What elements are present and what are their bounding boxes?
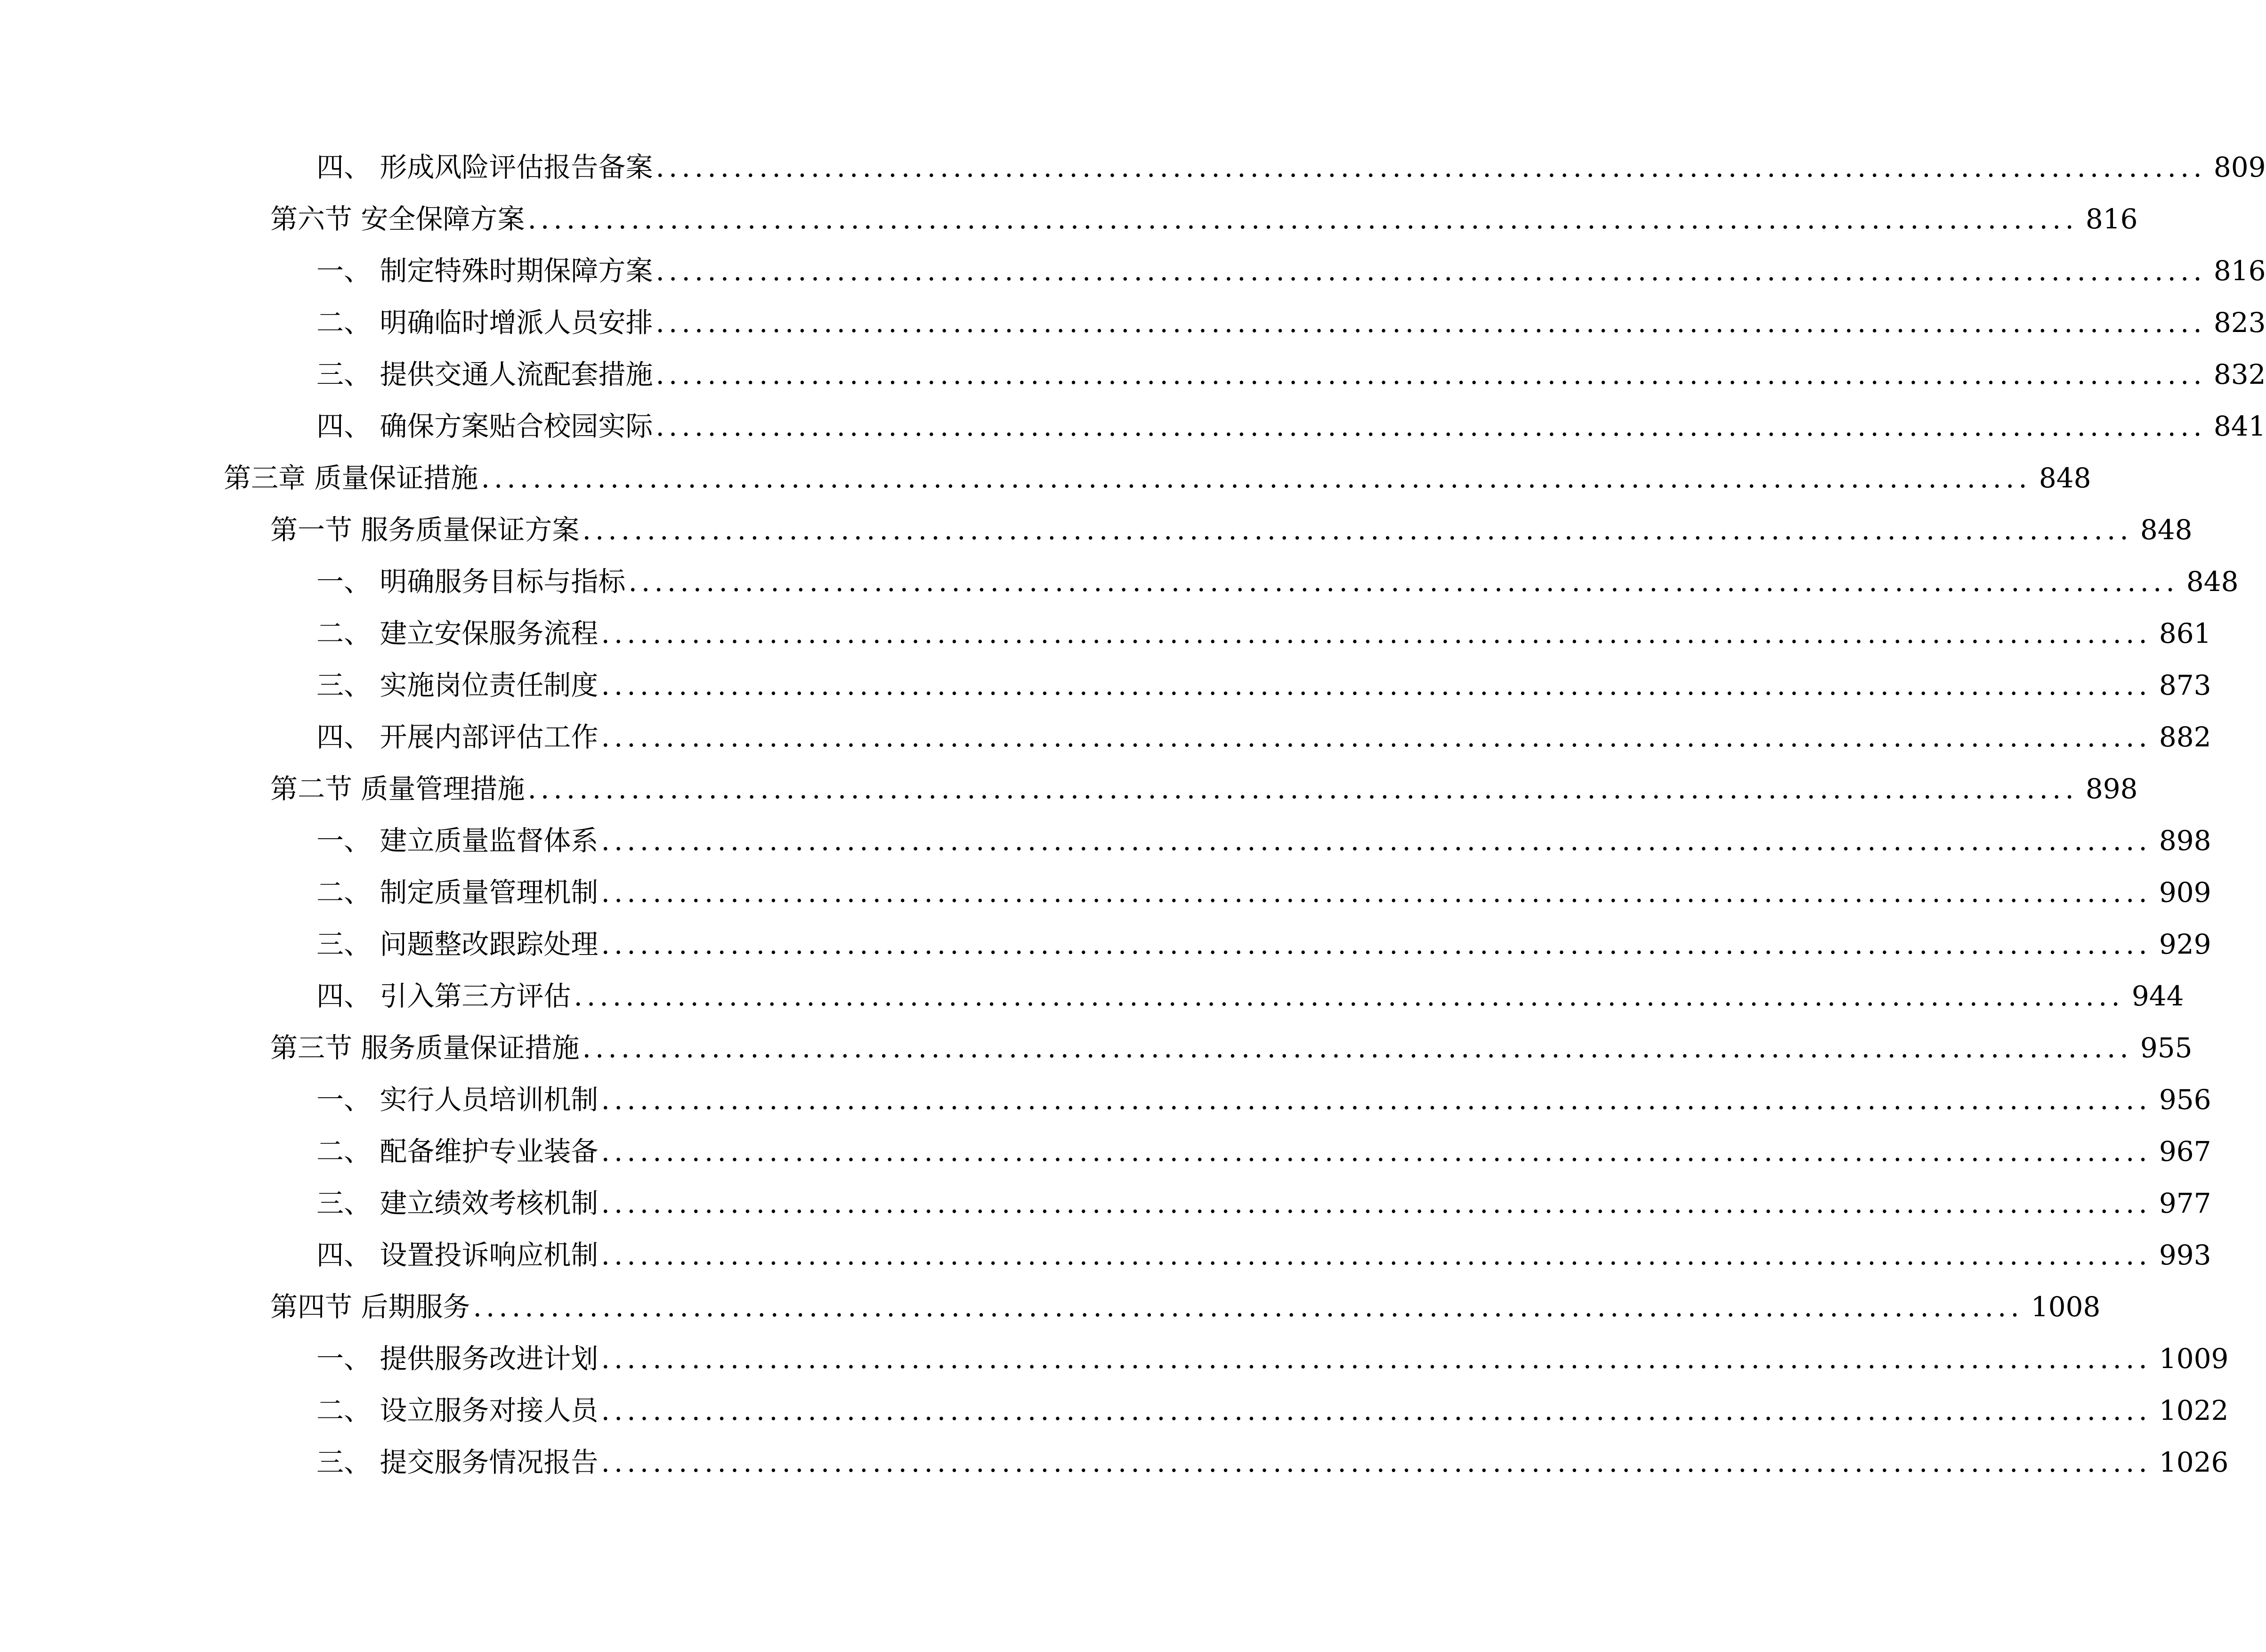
dot-leader: ........................................................................................................................ (601, 1084, 2152, 1116)
toc-entry[interactable] (224, 504, 2193, 556)
toc-entry-title: 第四节 后期服务 (270, 1291, 470, 1323)
toc-entry-page: 848 (2039, 462, 2091, 494)
toc-entry[interactable] (224, 1126, 2211, 1177)
toc-entry-page: 977 (2159, 1187, 2211, 1219)
toc-entry-title: 第六节 安全保障方案 (270, 203, 525, 235)
dot-leader: ........................................................................................................................ (656, 255, 2206, 287)
toc-entry-page: 909 (2159, 876, 2211, 908)
toc-entry-page: 898 (2085, 773, 2138, 805)
dot-leader: ........................................................................................................................ (601, 1135, 2152, 1167)
table-of-contents (224, 141, 2266, 1488)
toc-entry[interactable] (224, 1436, 2229, 1488)
toc-entry-page: 1022 (2159, 1394, 2229, 1426)
toc-entry-page: 832 (2213, 358, 2266, 390)
dot-leader: ........................................................................................................................ (601, 928, 2152, 960)
toc-entry-page: 861 (2159, 617, 2211, 649)
dot-leader: ........................................................................................................................ (582, 514, 2133, 546)
toc-entry[interactable] (224, 1333, 2229, 1385)
toc-entry-title: 三、 问题整改跟踪处理 (316, 928, 599, 960)
toc-entry-page: 848 (2140, 514, 2193, 546)
toc-entry-title: 第二节 质量管理措施 (270, 773, 525, 805)
dot-leader: ........................................................................................................................ (481, 462, 2031, 494)
dot-leader: ........................................................................................................................ (601, 617, 2152, 649)
toc-entry-page: 956 (2159, 1084, 2211, 1116)
dot-leader: ........................................................................................................................ (601, 876, 2152, 908)
toc-entry[interactable] (224, 1385, 2229, 1436)
dot-leader: ........................................................................................................................ (628, 566, 2179, 598)
toc-entry[interactable] (224, 918, 2211, 970)
toc-entry-page: 816 (2213, 255, 2266, 287)
dot-leader: ........................................................................................................................ (527, 773, 2078, 805)
dot-leader: ........................................................................................................................ (601, 1343, 2152, 1375)
toc-entry-title: 四、 引入第三方评估 (316, 980, 571, 1012)
toc-entry[interactable] (224, 452, 2091, 504)
toc-entry[interactable] (224, 866, 2211, 918)
toc-entry-page: 967 (2159, 1135, 2211, 1167)
toc-entry-title: 四、 设置投诉响应机制 (316, 1239, 599, 1271)
toc-entry-title: 四、 开展内部评估工作 (316, 721, 599, 753)
toc-entry-title: 二、 建立安保服务流程 (316, 617, 599, 649)
toc-entry-title: 一、 制定特殊时期保障方案 (316, 255, 653, 287)
dot-leader: ........................................................................................................................ (574, 980, 2124, 1012)
dot-leader: ........................................................................................................................ (601, 1239, 2152, 1271)
toc-entry-title: 二、 制定质量管理机制 (316, 876, 599, 908)
toc-entry-page: 873 (2159, 669, 2211, 701)
toc-entry[interactable] (224, 1229, 2211, 1281)
dot-leader: ........................................................................................................................ (656, 151, 2206, 183)
toc-entry[interactable] (224, 1281, 2101, 1333)
toc-entry[interactable] (224, 1177, 2211, 1229)
toc-entry-page: 993 (2159, 1239, 2211, 1271)
toc-entry[interactable] (224, 556, 2239, 607)
toc-entry[interactable] (224, 245, 2266, 297)
toc-entry-title: 二、 明确临时增派人员安排 (316, 307, 653, 339)
toc-entry-page: 955 (2140, 1032, 2193, 1064)
dot-leader: ........................................................................................................................ (527, 203, 2078, 235)
toc-entry[interactable] (224, 659, 2211, 711)
toc-entry-title: 第三节 服务质量保证措施 (270, 1032, 580, 1064)
toc-entry[interactable] (224, 763, 2138, 815)
toc-entry-page: 1009 (2159, 1343, 2229, 1375)
toc-entry-page: 823 (2213, 307, 2266, 339)
toc-entry-page: 1026 (2159, 1446, 2229, 1478)
toc-entry-title: 一、 明确服务目标与指标 (316, 566, 626, 598)
dot-leader: ........................................................................................................................ (582, 1032, 2133, 1064)
toc-entry[interactable] (224, 193, 2138, 245)
dot-leader: ........................................................................................................................ (601, 1394, 2152, 1426)
toc-entry-title: 二、 设立服务对接人员 (316, 1394, 599, 1426)
toc-entry-title: 三、 实施岗位责任制度 (316, 669, 599, 701)
toc-entry-title: 第一节 服务质量保证方案 (270, 514, 580, 546)
toc-entry-page: 1008 (2031, 1291, 2101, 1323)
toc-entry-page: 882 (2159, 721, 2211, 753)
toc-entry[interactable] (224, 400, 2266, 452)
toc-entry-title: 一、 提供服务改进计划 (316, 1343, 599, 1375)
toc-entry[interactable] (224, 1074, 2211, 1126)
dot-leader: ........................................................................................................................ (601, 825, 2152, 857)
dot-leader: ........................................................................................................................ (473, 1291, 2023, 1323)
dot-leader: ........................................................................................................................ (656, 410, 2206, 442)
toc-entry-title: 一、 实行人员培训机制 (316, 1084, 599, 1116)
toc-entry[interactable] (224, 607, 2211, 659)
toc-entry-title: 三、 提供交通人流配套措施 (316, 358, 653, 390)
toc-entry[interactable] (224, 711, 2211, 763)
dot-leader: ........................................................................................................................ (656, 307, 2206, 339)
dot-leader: ........................................................................................................................ (601, 1446, 2152, 1478)
toc-entry-title: 第三章 质量保证措施 (224, 462, 478, 494)
toc-entry-title: 二、 配备维护专业装备 (316, 1135, 599, 1167)
toc-entry-page: 944 (2131, 980, 2184, 1012)
toc-entry[interactable] (224, 1022, 2193, 1074)
toc-entry-title: 三、 建立绩效考核机制 (316, 1187, 599, 1219)
toc-entry[interactable] (224, 297, 2266, 348)
toc-entry-page: 816 (2085, 203, 2138, 235)
toc-entry-page: 848 (2186, 566, 2239, 598)
dot-leader: ........................................................................................................................ (601, 1187, 2152, 1219)
toc-entry[interactable] (224, 141, 2266, 193)
toc-entry[interactable] (224, 348, 2266, 400)
toc-entry-title: 四、 确保方案贴合校园实际 (316, 410, 653, 442)
dot-leader: ........................................................................................................................ (601, 669, 2152, 701)
dot-leader: ........................................................................................................................ (601, 721, 2152, 753)
toc-entry-page: 898 (2159, 825, 2211, 857)
toc-entry-title: 三、 提交服务情况报告 (316, 1446, 599, 1478)
toc-entry[interactable] (224, 815, 2211, 866)
toc-entry-page: 929 (2159, 928, 2211, 960)
toc-entry[interactable] (224, 970, 2184, 1022)
toc-entry-page: 809 (2213, 151, 2266, 183)
toc-entry-title: 四、 形成风险评估报告备案 (316, 151, 653, 183)
toc-entry-page: 841 (2213, 410, 2266, 442)
dot-leader: ........................................................................................................................ (656, 358, 2206, 390)
toc-entry-title: 一、 建立质量监督体系 (316, 825, 599, 857)
